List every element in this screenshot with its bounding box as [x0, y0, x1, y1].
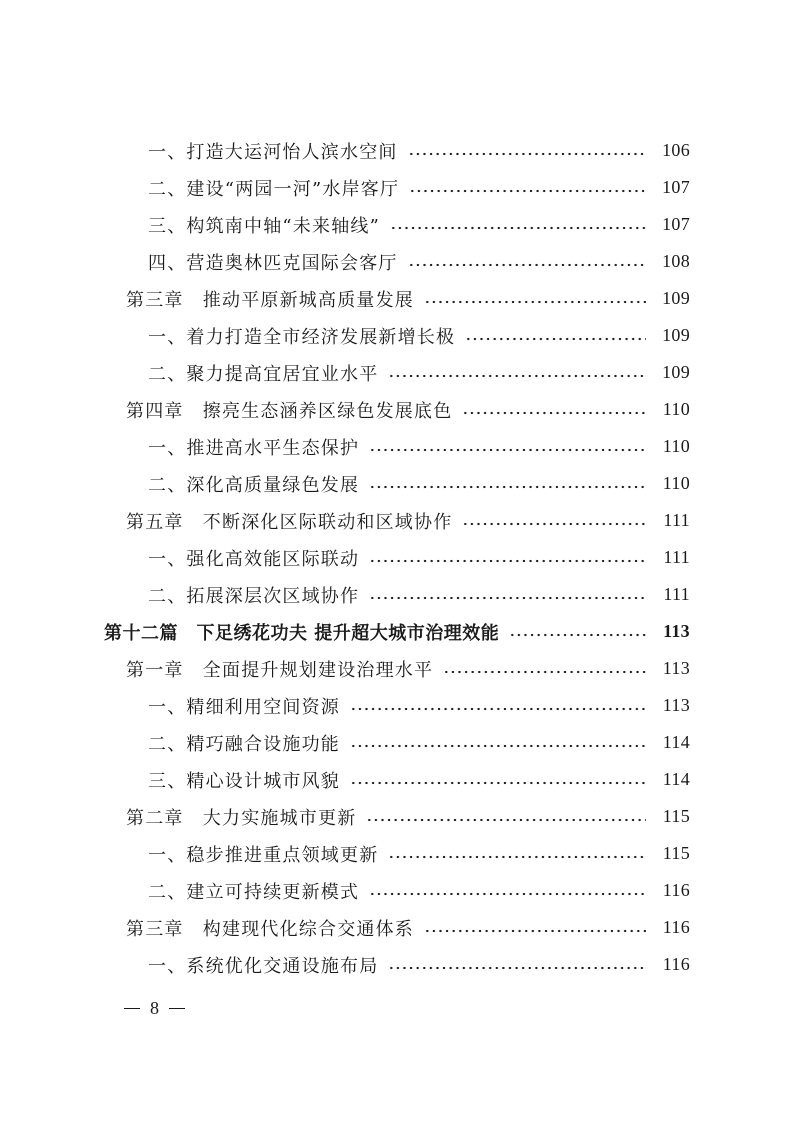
toc-entry-page-number: 116: [662, 917, 690, 937]
toc-entry-title: 一、推进高水平生态保护: [148, 437, 360, 459]
dot-leader: [369, 596, 646, 600]
dot-leader: [390, 226, 646, 230]
page-footer: [124, 998, 185, 1019]
dot-leader: [462, 522, 646, 526]
toc-entry-page-number: 107: [662, 177, 690, 197]
toc-entry-page-number: 114: [662, 769, 690, 789]
dot-leader: [350, 781, 646, 785]
footer-dash-right: [169, 1008, 185, 1009]
dot-leader: [408, 263, 646, 267]
toc-entry-section[interactable]: [0, 835, 794, 872]
toc-entry-page-number: 114: [662, 732, 690, 752]
toc-entry-part[interactable]: [0, 613, 794, 650]
toc-entry-title: 第四章 擦亮生态涵养区绿色发展底色: [126, 400, 453, 422]
toc-entry-page-number: 116: [662, 880, 690, 900]
toc-entry-section[interactable]: [0, 687, 794, 724]
toc-entry-section[interactable]: [0, 761, 794, 798]
toc-entry-page-number: 110: [662, 473, 690, 493]
toc-entry-title: 二、建设“两园一河”水岸客厅: [148, 178, 400, 200]
dot-leader: [408, 152, 646, 156]
dot-leader: [369, 559, 646, 563]
toc-entry-page-number: 115: [662, 843, 690, 863]
toc-entry-title: 二、聚力提高宜居宜业水平: [148, 363, 379, 385]
toc-entry-title: 第三章 构建现代化综合交通体系: [126, 918, 414, 940]
toc-entry-section[interactable]: [0, 872, 794, 909]
toc-entry-section[interactable]: [0, 354, 794, 391]
toc-entry-page-number: 109: [662, 325, 690, 345]
toc-entry-page-number: 109: [662, 288, 690, 308]
dot-leader: [369, 485, 646, 489]
toc-entry-page-number: 110: [662, 399, 690, 419]
toc-entry-section[interactable]: [0, 576, 794, 613]
dot-leader: [462, 411, 646, 415]
toc-entry-chapter[interactable]: [0, 280, 794, 317]
dot-leader: [366, 818, 646, 822]
toc-entry-chapter[interactable]: [0, 391, 794, 428]
toc-entry-title: 一、稳步推进重点领域更新: [148, 844, 379, 866]
dot-leader: [409, 189, 646, 193]
toc-entry-page-number: 113: [663, 621, 690, 641]
toc-entry-section[interactable]: [0, 539, 794, 576]
footer-dash-left: [124, 1008, 140, 1009]
toc-entry-title: 二、建立可持续更新模式: [148, 881, 360, 903]
toc-entry-chapter[interactable]: [0, 502, 794, 539]
toc-entry-section[interactable]: [0, 206, 794, 243]
toc-entry-title: 第三章 推动平原新城高质量发展: [126, 289, 414, 311]
toc-entry-chapter[interactable]: [0, 909, 794, 946]
toc-entry-page-number: 110: [662, 436, 690, 456]
footer-page-number: 8: [150, 998, 159, 1018]
toc-entry-section[interactable]: [0, 132, 794, 169]
toc-entry-page-number: 109: [662, 362, 690, 382]
toc-entry-section[interactable]: [0, 317, 794, 354]
dot-leader: [388, 855, 646, 859]
toc-entry-page-number: 113: [662, 695, 690, 715]
toc-entry-page-number: 116: [662, 954, 690, 974]
toc-entry-section[interactable]: [0, 428, 794, 465]
toc-entry-page-number: 111: [663, 547, 690, 567]
toc-entry-title: 一、强化高效能区际联动: [148, 548, 360, 570]
dot-leader: [388, 374, 646, 378]
toc-entry-title: 一、打造大运河怡人滨水空间: [148, 141, 398, 163]
toc-entry-section[interactable]: [0, 946, 794, 983]
toc-entry-title: 一、着力打造全市经济发展新增长极: [148, 326, 456, 348]
toc-entry-section[interactable]: [0, 724, 794, 761]
toc-entry-title: 一、精细利用空间资源: [148, 696, 340, 718]
toc-entry-title: 四、营造奥林匹克国际会客厅: [148, 252, 398, 274]
toc-entry-page-number: 108: [662, 251, 690, 271]
toc-entry-title: 二、精巧融合设施功能: [148, 733, 340, 755]
dot-leader: [388, 966, 646, 970]
dot-leader: [369, 448, 646, 452]
dot-leader: [509, 633, 646, 637]
toc-entry-page-number: 111: [663, 584, 690, 604]
toc-entry-title: 一、系统优化交通设施布局: [148, 955, 379, 977]
toc-entry-title: 二、深化高质量绿色发展: [148, 474, 360, 496]
toc-entry-chapter[interactable]: [0, 650, 794, 687]
toc-entry-section[interactable]: [0, 243, 794, 280]
toc-entry-title: 二、拓展深层次区域协作: [148, 585, 360, 607]
toc-entry-title: 第十二篇 下足绣花功夫 提升超大城市治理效能: [104, 622, 500, 644]
toc-entry-title: 第二章 大力实施城市更新: [126, 807, 357, 829]
dot-leader: [465, 337, 646, 341]
dot-leader: [424, 300, 646, 304]
toc-entry-page-number: 115: [662, 806, 690, 826]
toc-entry-title: 三、构筑南中轴“未来轴线”: [148, 215, 381, 237]
dot-leader: [424, 929, 646, 933]
table-of-contents: [0, 132, 794, 983]
toc-entry-page-number: 107: [662, 214, 690, 234]
dot-leader: [369, 892, 646, 896]
toc-entry-chapter[interactable]: [0, 798, 794, 835]
dot-leader: [350, 744, 646, 748]
dot-leader: [443, 670, 646, 674]
toc-entry-section[interactable]: [0, 169, 794, 206]
dot-leader: [350, 707, 646, 711]
toc-entry-page-number: 111: [663, 510, 690, 530]
toc-entry-title: 第一章 全面提升规划建设治理水平: [126, 659, 434, 681]
toc-entry-title: 第五章 不断深化区际联动和区域协作: [126, 511, 453, 533]
toc-entry-page-number: 113: [662, 658, 690, 678]
toc-entry-section[interactable]: [0, 465, 794, 502]
toc-entry-title: 三、精心设计城市风貌: [148, 770, 340, 792]
toc-entry-page-number: 106: [662, 140, 690, 160]
